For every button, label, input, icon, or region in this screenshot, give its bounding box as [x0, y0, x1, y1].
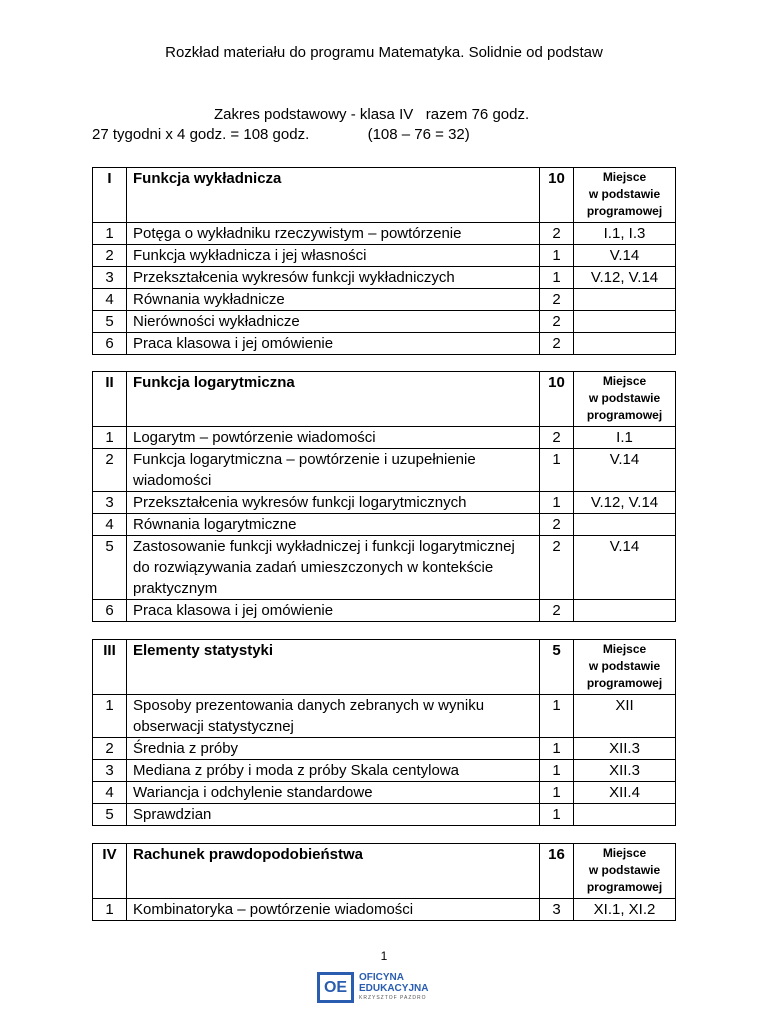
ref-header-line: w podstawie [588, 391, 661, 405]
ref-header-line: w podstawie [588, 659, 661, 673]
row-reference: V.14 [574, 449, 676, 492]
section-title: Rachunek prawdopodobieństwa [127, 844, 540, 899]
row-topic: Potęga o wykładniku rzeczywistym – powtórzenie [127, 223, 540, 245]
section-title: Funkcja wykładnicza [127, 168, 540, 223]
row-number: 6 [93, 600, 127, 622]
section-number: III [93, 640, 127, 695]
table-row [93, 782, 676, 804]
section-table [92, 639, 676, 826]
row-number: 1 [93, 899, 127, 921]
table-row [93, 695, 676, 738]
row-topic: Przekształcenia wykresów funkcji wykładniczych [127, 267, 540, 289]
table-row [93, 899, 676, 921]
row-reference: XII.3 [574, 738, 676, 760]
section-hours: 5 [540, 640, 574, 695]
section-hours: 10 [540, 372, 574, 427]
section-table [92, 167, 676, 355]
row-reference: XII [574, 695, 676, 738]
row-reference [574, 333, 676, 355]
hours-calculation-line: 27 tygodni x 4 godz. = 108 godz. (108 – 76 = 32) [92, 126, 470, 143]
ref-header-line: Miejsce [602, 846, 647, 860]
row-hours: 1 [540, 492, 574, 514]
row-hours: 3 [540, 899, 574, 921]
row-reference [574, 311, 676, 333]
row-hours: 1 [540, 782, 574, 804]
section-hours: 10 [540, 168, 574, 223]
row-reference: V.12, V.14 [574, 492, 676, 514]
row-hours: 1 [540, 760, 574, 782]
row-number: 6 [93, 333, 127, 355]
row-topic: Równania logarytmiczne [127, 514, 540, 536]
page-number: 1 [380, 949, 388, 963]
logo-line-1: OFICYNA [359, 972, 404, 983]
ref-header-line: programowej [586, 880, 663, 894]
row-reference: I.1, I.3 [574, 223, 676, 245]
row-hours: 2 [540, 223, 574, 245]
row-number: 2 [93, 738, 127, 760]
row-hours: 2 [540, 514, 574, 536]
row-reference: XI.1, XI.2 [574, 899, 676, 921]
section-header-row [93, 640, 676, 695]
row-hours: 2 [540, 600, 574, 622]
row-reference: V.14 [574, 245, 676, 267]
row-number: 1 [93, 223, 127, 245]
table-row [93, 449, 676, 492]
row-number: 1 [93, 695, 127, 738]
ref-header-line: programowej [586, 408, 663, 422]
ref-header [574, 372, 676, 427]
section-hours: 16 [540, 844, 574, 899]
row-topic: Nierówności wykładnicze [127, 311, 540, 333]
row-number: 2 [93, 245, 127, 267]
row-number: 5 [93, 311, 127, 333]
section-table [92, 843, 676, 921]
row-hours: 2 [540, 289, 574, 311]
row-reference [574, 289, 676, 311]
logo-line-2: EDUKACYJNA [359, 983, 429, 994]
row-number: 4 [93, 514, 127, 536]
table-row [93, 333, 676, 355]
row-topic: Średnia z próby [127, 738, 540, 760]
ref-header-line: Miejsce [602, 170, 647, 184]
table-row [93, 223, 676, 245]
table-row [93, 492, 676, 514]
section-table [92, 371, 676, 622]
row-reference: XII.4 [574, 782, 676, 804]
table-row [93, 311, 676, 333]
table-row [93, 245, 676, 267]
row-hours: 1 [540, 267, 574, 289]
row-topic: Sprawdzian [127, 804, 540, 826]
row-number: 4 [93, 782, 127, 804]
section-number: II [93, 372, 127, 427]
row-topic: Praca klasowa i jej omówienie [127, 600, 540, 622]
row-number: 3 [93, 492, 127, 514]
row-topic: Sposoby prezentowania danych zebranych w wyniku obserwacji statystycznej [127, 695, 540, 738]
ref-header-line: w podstawie [588, 863, 661, 877]
row-topic: Funkcja wykładnicza i jej własności [127, 245, 540, 267]
row-number: 1 [93, 427, 127, 449]
row-reference: XII.3 [574, 760, 676, 782]
ref-header [574, 168, 676, 223]
row-number: 4 [93, 289, 127, 311]
row-reference [574, 514, 676, 536]
row-reference [574, 600, 676, 622]
row-topic: Przekształcenia wykresów funkcji logarytmicznych [127, 492, 540, 514]
row-hours: 1 [540, 804, 574, 826]
logo-line-3: KRZYSZTOF PAZDRO [359, 995, 427, 1001]
row-hours: 2 [540, 427, 574, 449]
row-topic: Funkcja logarytmiczna – powtórzenie i uzupełnienie wiadomości [127, 449, 540, 492]
table-row [93, 267, 676, 289]
ref-header-line: Miejsce [602, 642, 647, 656]
row-reference: V.12, V.14 [574, 267, 676, 289]
ref-header [574, 844, 676, 899]
row-hours: 1 [540, 245, 574, 267]
section-number: I [93, 168, 127, 223]
row-hours: 1 [540, 738, 574, 760]
section-title: Funkcja logarytmiczna [127, 372, 540, 427]
row-number: 3 [93, 760, 127, 782]
ref-header-line: programowej [586, 676, 663, 690]
publisher-logo [317, 972, 428, 1003]
row-topic: Zastosowanie funkcji wykładniczej i funkcji logarytmicznej do rozwiązywania zadań umieszczonych w kontekście praktycznym [127, 536, 540, 600]
ref-header-line: programowej [586, 204, 663, 218]
table-row [93, 514, 676, 536]
section-header-row [93, 168, 676, 223]
row-reference: V.14 [574, 536, 676, 600]
section-header-row [93, 844, 676, 899]
row-topic: Logarytm – powtórzenie wiadomości [127, 427, 540, 449]
section-number: IV [93, 844, 127, 899]
row-topic: Mediana z próby i moda z próby Skala centylowa [127, 760, 540, 782]
row-number: 5 [93, 804, 127, 826]
logo-text [359, 972, 428, 1002]
row-hours: 1 [540, 695, 574, 738]
row-reference: I.1 [574, 427, 676, 449]
section-title: Elementy statystyki [127, 640, 540, 695]
document-title: Rozkład materiału do programu Matematyka. Solidnie od podstaw [165, 44, 603, 61]
row-number: 2 [93, 449, 127, 492]
table-row [93, 536, 676, 600]
table-row [93, 738, 676, 760]
scope-line: Zakres podstawowy - klasa IV razem 76 godz. [214, 106, 530, 123]
row-reference [574, 804, 676, 826]
table-row [93, 600, 676, 622]
row-number: 5 [93, 536, 127, 600]
row-number: 3 [93, 267, 127, 289]
table-row [93, 427, 676, 449]
row-hours: 2 [540, 333, 574, 355]
ref-header-line: w podstawie [588, 187, 661, 201]
table-row [93, 804, 676, 826]
ref-header-line: Miejsce [602, 374, 647, 388]
row-topic: Równania wykładnicze [127, 289, 540, 311]
row-hours: 2 [540, 311, 574, 333]
row-topic: Praca klasowa i jej omówienie [127, 333, 540, 355]
row-topic: Kombinatoryka – powtórzenie wiadomości [127, 899, 540, 921]
table-row [93, 760, 676, 782]
row-topic: Wariancja i odchylenie standardowe [127, 782, 540, 804]
row-hours: 1 [540, 449, 574, 492]
table-row [93, 289, 676, 311]
section-header-row [93, 372, 676, 427]
logo-mark-icon: OE [317, 972, 354, 1003]
ref-header [574, 640, 676, 695]
row-hours: 2 [540, 536, 574, 600]
